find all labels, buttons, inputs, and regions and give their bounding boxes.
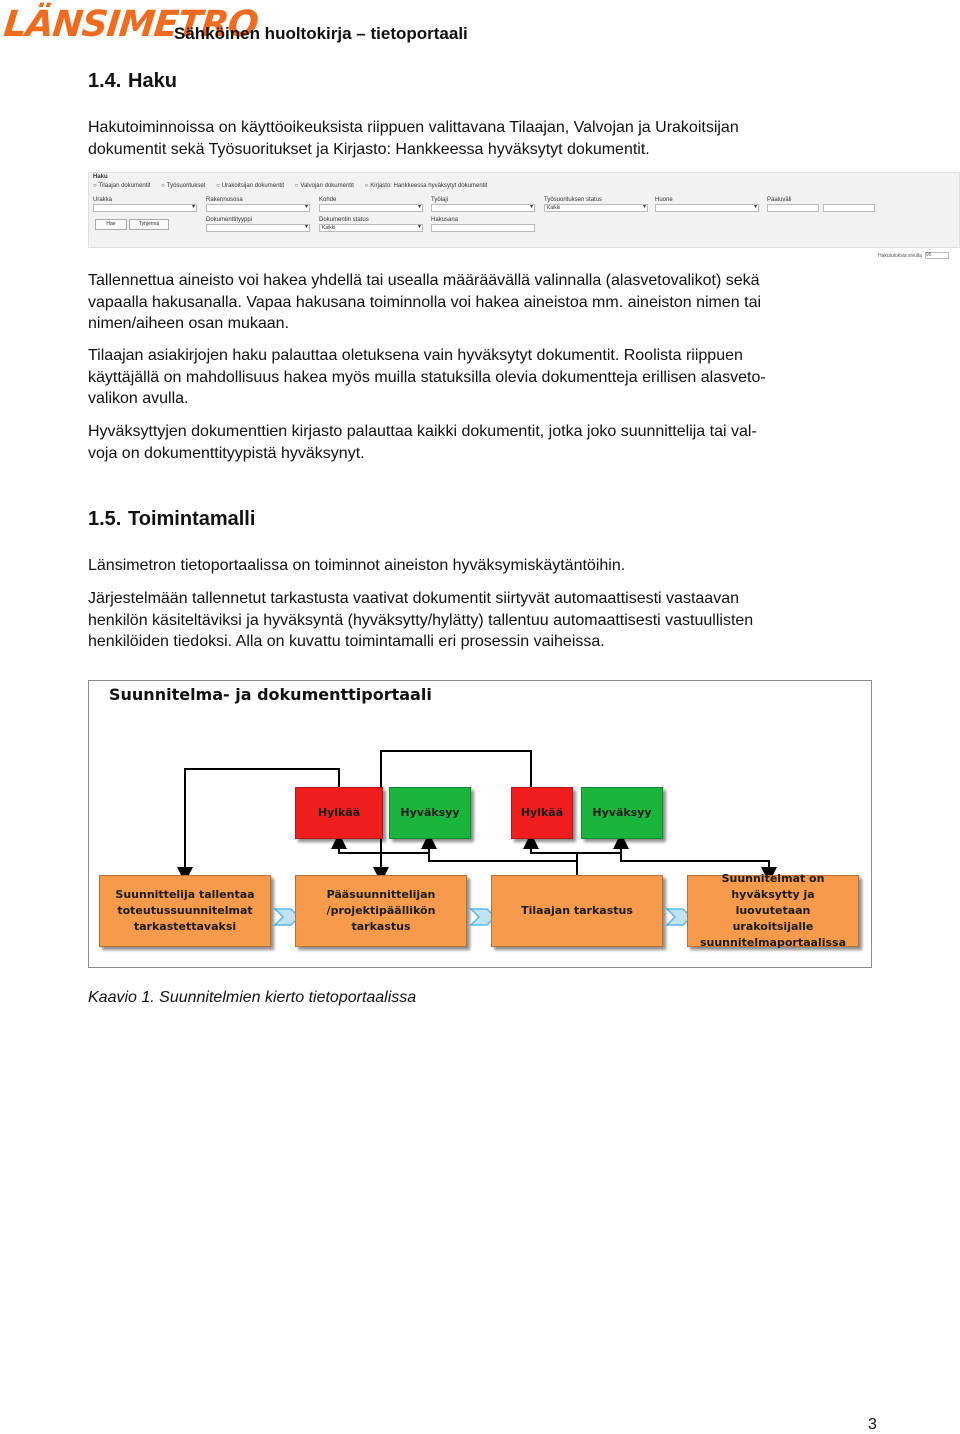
approve-line-1 — [429, 841, 577, 875]
diagram-title: Suunnitelma- ja dokumenttiportaali — [109, 685, 432, 704]
rakennusosa-field — [206, 197, 310, 212]
text-line: Hyväksyttyjen dokumenttien kirjasto palauttaa kaikki dokumentit, jotka joko suunnittelija tai val- — [88, 423, 757, 440]
text-line: voja on dokumenttityypistä hyväksynyt. — [88, 444, 365, 462]
process-step-hyvaksytty: Suunnitelmat on hyväksytty ja luovutetaan urakoitsijalle suunnitelmaportaalissa — [687, 875, 859, 947]
field-label: Urakka — [93, 197, 113, 203]
reject-box-1: Hylkää — [295, 787, 383, 839]
approve-line-2 — [621, 841, 769, 875]
results-per-page-input[interactable]: 95 — [925, 252, 949, 259]
paaluvali-end-input[interactable] — [823, 204, 875, 212]
tyolaji-select[interactable] — [431, 204, 535, 212]
field-label: Dokumenttityyppi — [206, 217, 253, 223]
radio-tyosuoritukset[interactable]: ○ Työsuoritukset — [161, 183, 205, 189]
toimintamalli-paragraph-2 — [88, 588, 878, 653]
figure-caption: Kaavio 1. Suunnitelmien kierto tietoportaalissa — [88, 989, 417, 1006]
section-number: 1.5. — [88, 508, 122, 530]
paaluvali-start-input[interactable] — [767, 204, 819, 212]
radio-tilaajan-dokumentit[interactable]: ○ Tilaajan dokumentit — [93, 183, 150, 189]
to-decisions-line-1b — [381, 841, 429, 853]
urakka-field — [93, 197, 197, 212]
text-line: vapaalla hakusanalla. Vapaa hakusana toiminnolla voi hakea aineistoa mm. aineiston nimen tai — [88, 293, 762, 311]
approve-box-1: Hyväksyy — [389, 787, 471, 839]
results-per-page — [878, 252, 949, 259]
radio-urakoitsijan-dokumentit[interactable]: ○ Urakoitsijan dokumentit — [216, 183, 284, 189]
lansimetro-logo: LÄNSIMETRO — [1, 4, 260, 45]
dokumentin-status-field — [319, 217, 423, 232]
tyosuoritus-status-field — [544, 197, 648, 212]
hae-button[interactable]: Hae — [95, 219, 127, 230]
text-line: Tallennettua aineisto voi hakea yhdellä tai usealla määräävällä valinnalla (alasvetovalikot) sekä — [88, 272, 760, 289]
section-title: Haku — [128, 70, 177, 92]
text-line: henkilöiden tiedoksi. Alla on kuvattu toimintamalli eri prosessin vaiheissa. — [88, 633, 605, 650]
process-step-paasuunnittelija: Pääsuunnittelijan /projektipäällikön tarkastus — [295, 875, 467, 947]
reject-box-2: Hylkää — [511, 787, 573, 839]
text-line: dokumentit sekä Työsuoritukset ja Kirjasto: Hankkeessa hyväksytyt dokumentit. — [88, 140, 650, 158]
search-form-screenshot — [88, 172, 960, 248]
huone-field — [655, 197, 759, 212]
dokumentin-status-select[interactable]: Kaikki ▾ — [319, 224, 423, 232]
haku-paragraph-2 — [88, 345, 878, 410]
field-label: Huone — [655, 197, 673, 203]
tyolaji-field — [431, 197, 535, 212]
huone-select[interactable] — [655, 204, 759, 212]
process-step-suunnittelija: Suunnittelija tallentaa toteutussuunnitelmat tarkastettavaksi — [99, 875, 271, 947]
workflow-diagram — [88, 680, 872, 968]
section-heading-toimintamalli — [88, 508, 255, 531]
radio-kirjasto[interactable]: ○ Kirjasto: Hankkeessa hyväksytyt dokumentit — [365, 183, 488, 189]
radio-valvojan-dokumentit[interactable]: ○ Valvojan dokumentit — [295, 183, 354, 189]
dokumenttityyppi-select[interactable] — [206, 224, 310, 232]
rakennusosa-select[interactable] — [206, 204, 310, 212]
field-label: Paaluväli — [767, 197, 792, 203]
text-line: henkilön käsiteltäviksi ja hyväksyntä (hyväksytty/hylätty) tallentuu automaattisesti vastuullisten — [88, 611, 754, 629]
haku-paragraph-1 — [88, 270, 878, 335]
to-decisions-line-1 — [339, 841, 381, 875]
page-number: 3 — [868, 1416, 877, 1433]
urakka-select[interactable] — [93, 204, 197, 212]
kohde-select[interactable] — [319, 204, 423, 212]
process-step-tilaaja: Tilaajan tarkastus — [491, 875, 663, 947]
tyosuoritus-status-select[interactable]: Kaikki ▾ — [544, 204, 648, 212]
results-per-page-label: Hakutuloksia sivulla — [878, 252, 922, 259]
dokumenttityyppi-field — [206, 217, 310, 232]
text-line: Hakutoiminnoissa on käyttöoikeuksista riippuen valittavana Tilaajan, Valvojan ja Urakoitsijan — [88, 119, 739, 136]
search-form-title: Haku — [93, 174, 108, 180]
hakusana-field — [431, 217, 535, 232]
haku-paragraph-3 — [88, 421, 878, 464]
toimintamalli-paragraph-1 — [88, 555, 878, 577]
field-label: Kohde — [319, 197, 337, 203]
kohde-field — [319, 197, 423, 212]
approve-box-2: Hyväksyy — [581, 787, 663, 839]
text-line: Länsimetron tietoportaalissa on toiminnot aineiston hyväksymiskäytäntöihin. — [88, 557, 626, 574]
to-decisions-line-2 — [531, 841, 577, 875]
document-type-radio-group — [93, 183, 496, 189]
field-label: Työlaji — [431, 197, 449, 203]
text-line: Tilaajan asiakirjojen haku palauttaa oletuksena vain hyväksytyt dokumentit. Roolista riippuen — [88, 347, 743, 364]
tyhjenna-button[interactable]: Tyhjennä — [129, 219, 169, 230]
to-decisions-line-2b — [577, 841, 621, 853]
hakusana-input[interactable] — [431, 224, 535, 232]
section-title: Toimintamalli — [128, 508, 256, 530]
field-label: Työsuorituksen status — [544, 197, 603, 203]
text-line: Järjestelmään tallennetut tarkastusta vaativat dokumentit siirtyvät automaattisesti vastaavan — [88, 590, 739, 607]
text-line: valikon avulla. — [88, 390, 189, 407]
field-label: Dokumentin status — [319, 217, 369, 223]
paaluvali-field — [767, 197, 875, 214]
text-line: nimen/aiheen osan mukaan. — [88, 315, 290, 332]
field-label: Rakennusosa — [206, 197, 243, 203]
field-label: Hakusana — [431, 217, 459, 223]
section-number: 1.4. — [88, 70, 122, 92]
haku-intro-paragraph — [88, 117, 878, 160]
text-line: käyttäjällä on mahdollisuus hakea myös muilla statuksilla olevia dokumentteja erillisen alasveto- — [88, 368, 766, 386]
document-title: Sähköinen huoltokirja – tietoportaali — [174, 24, 468, 43]
section-heading-haku — [88, 70, 177, 93]
